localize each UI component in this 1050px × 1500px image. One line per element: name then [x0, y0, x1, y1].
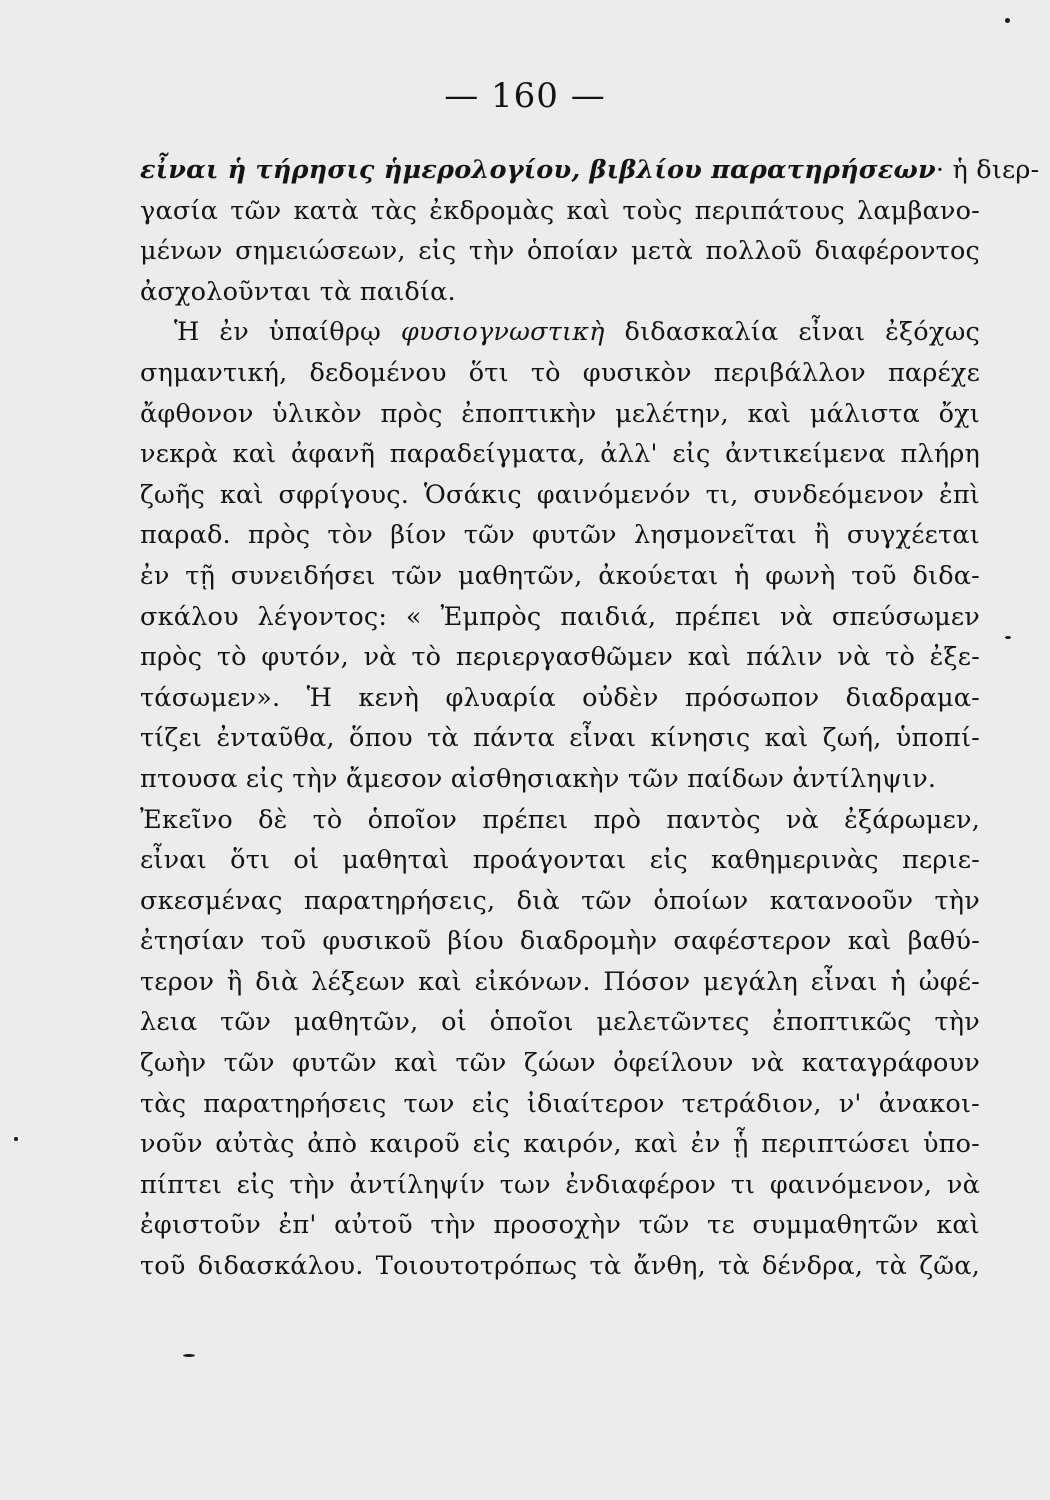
text-span: σκεσμένας παρατηρήσεις, διὰ τῶν ὁποίων κατανοοῦν τὴν: [140, 885, 980, 916]
text-span: πρὸς τὸ φυτόν, νὰ τὸ περιεργασθῶμεν καὶ πάλιν νὰ τὸ ἐξε-: [140, 642, 980, 673]
text-line: [140, 881, 980, 922]
text-span: παραδ. πρὸς τὸν βίον τῶν φυτῶν λησμονεῖται ἢ συγχέεται: [140, 520, 980, 551]
text-line: [140, 1165, 980, 1206]
text-span: σκάλου λέγοντος: « Ἐμπρὸς παιδιά, πρέπει νὰ σπεύσωμεν: [140, 601, 980, 632]
text-line: [140, 718, 980, 759]
text-span: Ἐκεῖνο δὲ τὸ ὁποῖον πρέπει πρὸ παντὸς νὰ ἐξάρωμεν,: [140, 804, 980, 835]
text-span: ἐτησίαν τοῦ φυσικοῦ βίου διαδρομὴν σαφέστερον καὶ βαθύ-: [140, 926, 980, 957]
text-span: Ἡ ἐν ὑπαίθρῳ: [174, 317, 401, 348]
text-line: [140, 272, 980, 313]
emphasized-text: εἶναι ἡ τήρησις ἡμερολογίου, βιβλίου παρατηρήσεων: [140, 155, 936, 185]
text-line: [140, 515, 980, 556]
text-span: ζωῆς καὶ σφρίγους. Ὁσάκις φαινόμενόν τι, συνδεόμενον ἐπὶ: [140, 479, 980, 510]
text-line: [140, 921, 980, 962]
text-line: [140, 1002, 980, 1043]
text-line: [140, 191, 980, 232]
text-line: [140, 840, 980, 881]
text-line: [140, 759, 980, 800]
text-span: τερον ἢ διὰ λέξεων καὶ εἰκόνων. Πόσον μεγάλη εἶναι ἡ ὠφέ-: [140, 966, 980, 997]
text-span: εἶναι ὅτι οἱ μαθηταὶ προάγονται εἰς καθημερινὰς περιε-: [140, 845, 980, 876]
margin-speck: [1005, 18, 1010, 23]
text-line: [140, 1043, 980, 1084]
text-line: [140, 597, 980, 638]
text-span: μένων σημειώσεων, εἰς τὴν ὁποίαν μετὰ πολλοῦ διαφέροντος: [140, 236, 980, 267]
text-span: πτουσα εἰς τὴν ἄμεσον αἰσθησιακὴν τῶν παίδων ἀντίληψιν.: [140, 763, 937, 794]
page-number: — 160 —: [444, 76, 606, 116]
text-span: λεια τῶν μαθητῶν, οἱ ὁποῖοι μελετῶντες ἐποπτικῶς τὴν: [140, 1007, 980, 1038]
text-span: τοῦ διδασκάλου. Τοιουτοτρόπως τὰ ἄνθη, τὰ δένδρα, τὰ ζῶα,: [140, 1251, 980, 1282]
text-line: [140, 150, 1040, 191]
text-span: ἐφιστοῦν ἐπ' αὐτοῦ τὴν προσοχὴν τῶν τε συμμαθητῶν καὶ: [140, 1210, 980, 1241]
text-line: [140, 800, 980, 841]
text-span: νοῦν αὐτὰς ἀπὸ καιροῦ εἰς καιρόν, καὶ ἐν ᾗ περιπτώσει ὑπο-: [140, 1129, 980, 1160]
body-text: [140, 150, 1040, 1287]
emphasized-text: φυσιογνωστικὴ: [400, 317, 605, 348]
text-span: σημαντική, δεδομένου ὅτι τὸ φυσικὸν περιβάλλον παρέχε: [140, 357, 980, 388]
text-span: νεκρὰ καὶ ἀφανῆ παραδείγματα, ἀλλ' εἰς ἀντικείμενα πλήρη: [140, 439, 980, 470]
text-line: [140, 556, 980, 597]
margin-speck: [1005, 636, 1011, 639]
text-span: πίπτει εἰς τὴν ἀντίληψίν των ἐνδιαφέρον τι φαινόμενον, νὰ: [140, 1169, 980, 1200]
text-line: [140, 637, 980, 678]
text-line: [140, 1246, 980, 1287]
text-line: [140, 353, 980, 394]
margin-speck: [14, 1137, 18, 1141]
text-span: τίζει ἐνταῦθα, ὅπου τὰ πάντα εἶναι κίνησις καὶ ζωή, ὑποπί-: [140, 723, 980, 754]
text-span: ἐν τῇ συνειδήσει τῶν μαθητῶν, ἀκούεται ἡ φωνὴ τοῦ διδα-: [140, 560, 980, 591]
text-span: διδασκαλία εἶναι ἐξόχως: [604, 317, 980, 348]
text-line: [140, 434, 980, 475]
text-span: γασία τῶν κατὰ τὰς ἐκδρομὰς καὶ τοὺς περιπάτους λαμβανο-: [140, 195, 980, 226]
text-span: τάσωμεν». Ἡ κενὴ φλυαρία οὐδὲν πρόσωπον διαδραμα-: [140, 682, 980, 713]
text-line: [140, 678, 980, 719]
text-line: [140, 231, 980, 272]
text-span: ἄφθονον ὑλικὸν πρὸς ἐποπτικὴν μελέτην, καὶ μάλιστα ὄχι: [140, 398, 980, 429]
text-line: [140, 1205, 980, 1246]
text-line: [140, 962, 980, 1003]
text-line: [140, 1124, 980, 1165]
margin-speck: [183, 1354, 195, 1357]
text-span: ἀσχολοῦνται τὰ παιδία.: [140, 276, 456, 307]
text-line: [140, 1084, 980, 1125]
text-line: [140, 312, 980, 353]
text-span: ζωὴν τῶν φυτῶν καὶ τῶν ζώων ὀφείλουν νὰ καταγράφουν: [140, 1048, 980, 1079]
text-span: · ἡ διερ-: [935, 155, 1040, 185]
text-span: τὰς παρατηρήσεις των εἰς ἰδιαίτερον τετράδιον, ν' ἀνακοι-: [140, 1088, 980, 1119]
text-line: [140, 394, 980, 435]
text-line: [140, 475, 980, 516]
